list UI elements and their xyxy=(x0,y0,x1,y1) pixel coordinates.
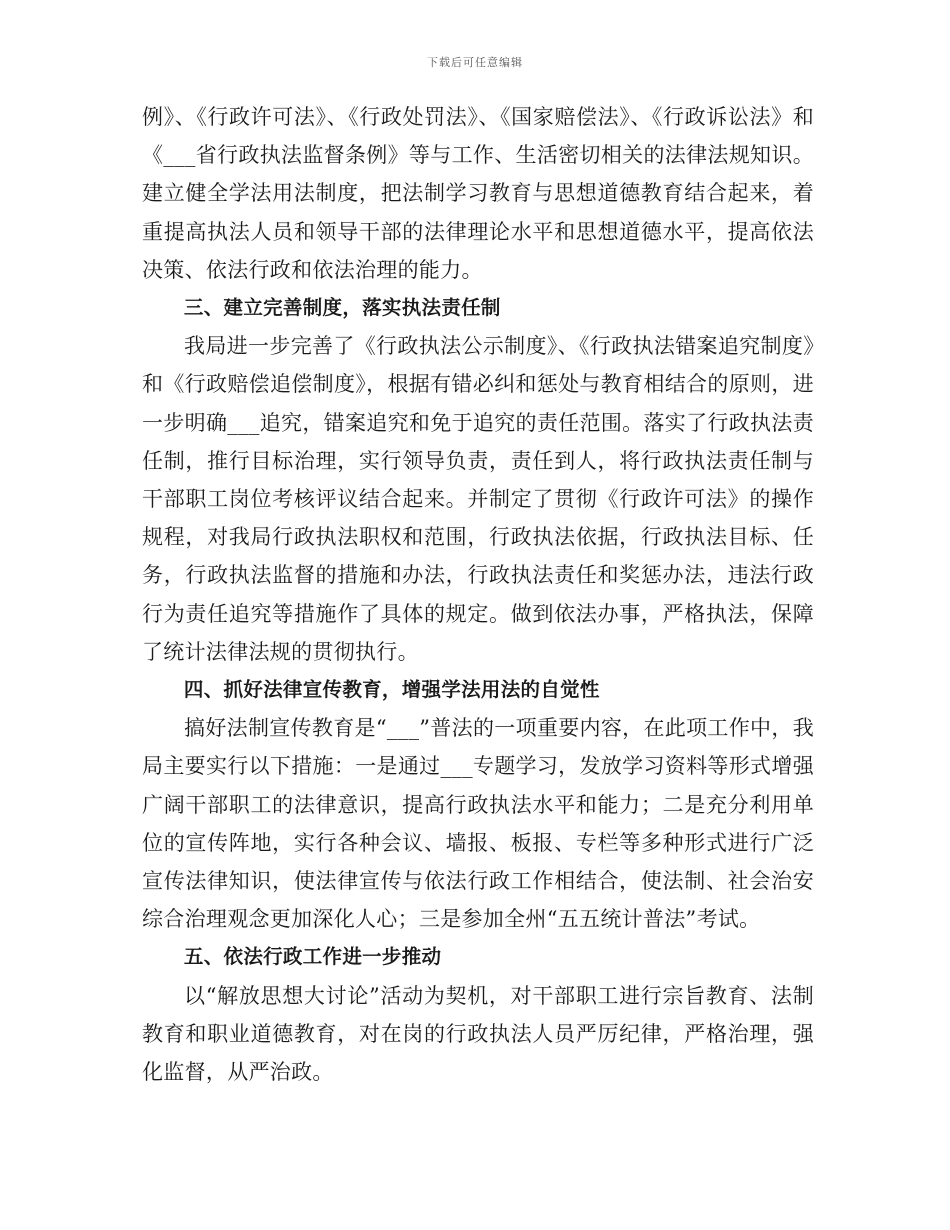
paragraph-laws-study: 例》、《行政许可法》、《行政处罚法》、《国家赔偿法》、《行政诉讼法》和《___省行政执法监督条例》等与工作、生活密切相关的法律法规知识。建立健全学法用法制度，把法制学习教育与思想道德教育结合起来，着重提高执法人员和领导干部的法律理论水平和思想道德水平，提高依法决策、依法行政和依法治理的能力。 xyxy=(142,105,814,282)
paragraph-responsibility-system: 我局进一步完善了《行政执法公示制度》、《行政执法错案追究制度》和《行政赔偿追偿制度》，根据有错必纠和惩处与教育相结合的原则，进一步明确___追究，错案追究和免于追究的责任范围。落实了行政执法责任制，推行目标治理，实行领导负责，责任到人，将行政执法责任制与干部职工岗位考核评议结合起来。并制定了贯彻《行政许可法》的操作规程，对我局行政执法职权和范围，行政执法依据，行政执法目标、任务，行政执法监督的措施和办法，行政执法责任和奖惩办法，违法行政行为责任追究等措施作了具体的规定。做到依法办事，严格执法，保障了统计法律法规的贯彻执行。 xyxy=(142,334,814,664)
page-header: 下载后可任意编辑 xyxy=(427,56,523,69)
paragraph-legal-education: 搞好法制宣传教育是“___”普法的一项重要内容，在此项工作中，我局主要实行以下措施：一是通过___专题学习，发放学习资料等形式增强广阔干部职工的法律意识，提高行政执法水平和能力；二是充分利用单位的宣传阵地，实行各种会议、墙报、板报、专栏等多种形式进行广泛宣传法律知识，使法律宣传与依法行政工作相结合，使法制、社会治安综合治理观念更加深化人心；三是参加全州“五五统计普法”考试。 xyxy=(142,716,814,932)
section-heading-5: 五、依法行政工作进一步推动 xyxy=(183,945,442,969)
section-heading-4: 四、抓好法律宣传教育，增强学法用法的自觉性 xyxy=(183,678,600,702)
document-body xyxy=(142,98,814,1091)
section-heading-3: 三、建立完善制度，落实执法责任制 xyxy=(183,296,501,320)
paragraph-administration: 以“解放思想大讨论”活动为契机，对干部职工进行宗旨教育、法制教育和职业道德教育，对在岗的行政执法人员严厉纪律，严格治理，强化监督，从严治政。 xyxy=(142,983,814,1085)
